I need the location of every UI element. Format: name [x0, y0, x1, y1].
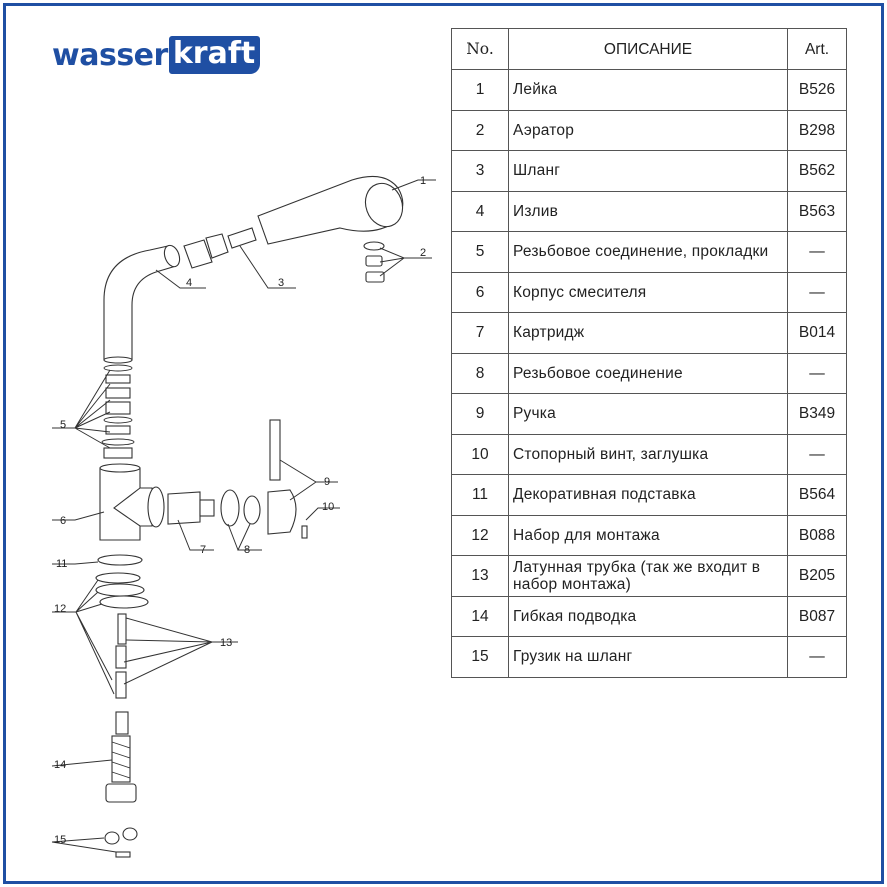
callout-2: 2: [420, 247, 427, 259]
cell-no: 11: [452, 475, 509, 516]
callout-1: 1: [420, 175, 427, 187]
table-row: [452, 313, 847, 354]
cell-no: 2: [452, 110, 509, 151]
cell-desc: Картридж: [509, 313, 788, 354]
hose-part: [228, 228, 256, 248]
cell-no: 7: [452, 313, 509, 354]
table-row: [452, 191, 847, 232]
cell-no: 12: [452, 515, 509, 556]
table-row: [452, 353, 847, 394]
mounting-kit: [96, 573, 148, 608]
cell-art: B562: [788, 151, 847, 192]
cell-desc: Грузик на шланг: [509, 637, 788, 678]
cell-no: 6: [452, 272, 509, 313]
header-no: No.: [452, 29, 509, 70]
callout-5: 5: [60, 419, 67, 431]
table-row: [452, 475, 847, 516]
table-row: [452, 232, 847, 273]
parts-table-header: [452, 29, 847, 70]
table-row: [452, 596, 847, 637]
table-row: [452, 151, 847, 192]
cell-desc: Стопорный винт, заглушка: [509, 434, 788, 475]
table-row: [452, 515, 847, 556]
header-art: Art.: [788, 29, 847, 70]
cell-desc: Резьбовое соединение, прокладки: [509, 232, 788, 273]
callout-13: 13: [220, 637, 233, 649]
cell-no: 10: [452, 434, 509, 475]
table-row: [452, 110, 847, 151]
spout-part: [104, 246, 176, 360]
cell-art: B087: [788, 596, 847, 637]
cell-art: B205: [788, 556, 847, 597]
brass-pipes: [116, 614, 126, 698]
cell-desc: Латунная трубка (так же входит в набор монтажа): [509, 556, 788, 597]
cell-art: B526: [788, 70, 847, 111]
table-row: [452, 434, 847, 475]
cell-desc: Ручка: [509, 394, 788, 435]
cell-desc: Набор для монтажа: [509, 515, 788, 556]
cell-desc: Излив: [509, 191, 788, 232]
threaded-nut: [221, 490, 239, 526]
callout-8: 8: [244, 544, 251, 556]
cell-desc: Аэратор: [509, 110, 788, 151]
brand-text: wasser: [52, 38, 168, 73]
cell-art: B563: [788, 191, 847, 232]
table-row: [452, 272, 847, 313]
cell-desc: Декоративная подставка: [509, 475, 788, 516]
callout-4: 4: [186, 277, 193, 289]
cell-desc: Резьбовое соединение: [509, 353, 788, 394]
cell-no: 5: [452, 232, 509, 273]
callout-15: 15: [54, 834, 67, 846]
handle-cap: [268, 490, 296, 534]
callout-6: 6: [60, 515, 67, 527]
table-row: [452, 70, 847, 111]
cell-art: B088: [788, 515, 847, 556]
callout-3: 3: [278, 277, 285, 289]
cell-no: 1: [452, 70, 509, 111]
cell-no: 15: [452, 637, 509, 678]
brand-text-highlight: kraft: [169, 36, 260, 74]
header-description: ОПИСАНИЕ: [509, 29, 788, 70]
callout-7: 7: [200, 544, 207, 556]
decorative-base: [98, 555, 142, 565]
callout-14: 14: [54, 759, 67, 771]
cell-no: 3: [452, 151, 509, 192]
cell-art: B014: [788, 313, 847, 354]
callout-10: 10: [322, 501, 335, 513]
cell-art: —: [788, 232, 847, 273]
cell-art: B564: [788, 475, 847, 516]
cell-desc: Шланг: [509, 151, 788, 192]
cell-no: 9: [452, 394, 509, 435]
table-row: [452, 556, 847, 597]
flexible-hose: [106, 712, 136, 802]
set-screw: [302, 526, 307, 538]
cell-no: 4: [452, 191, 509, 232]
callout-12: 12: [54, 603, 67, 615]
cell-no: 13: [452, 556, 509, 597]
cell-art: B349: [788, 394, 847, 435]
cell-art: B298: [788, 110, 847, 151]
cell-art: —: [788, 434, 847, 475]
parts-table: [451, 28, 847, 678]
table-row: [452, 637, 847, 678]
cell-art: —: [788, 272, 847, 313]
callout-9: 9: [324, 476, 331, 488]
cell-desc: Лейка: [509, 70, 788, 111]
callout-11: 11: [56, 558, 68, 570]
cell-desc: Корпус смесителя: [509, 272, 788, 313]
table-row: [452, 394, 847, 435]
cell-art: —: [788, 637, 847, 678]
connection-rings: [102, 365, 134, 458]
handle-lever: [270, 420, 280, 480]
cell-art: —: [788, 353, 847, 394]
cell-desc: Гибкая подводка: [509, 596, 788, 637]
cell-no: 8: [452, 353, 509, 394]
cartridge-part: [168, 492, 200, 524]
hose-weight: [105, 828, 137, 857]
cell-no: 14: [452, 596, 509, 637]
